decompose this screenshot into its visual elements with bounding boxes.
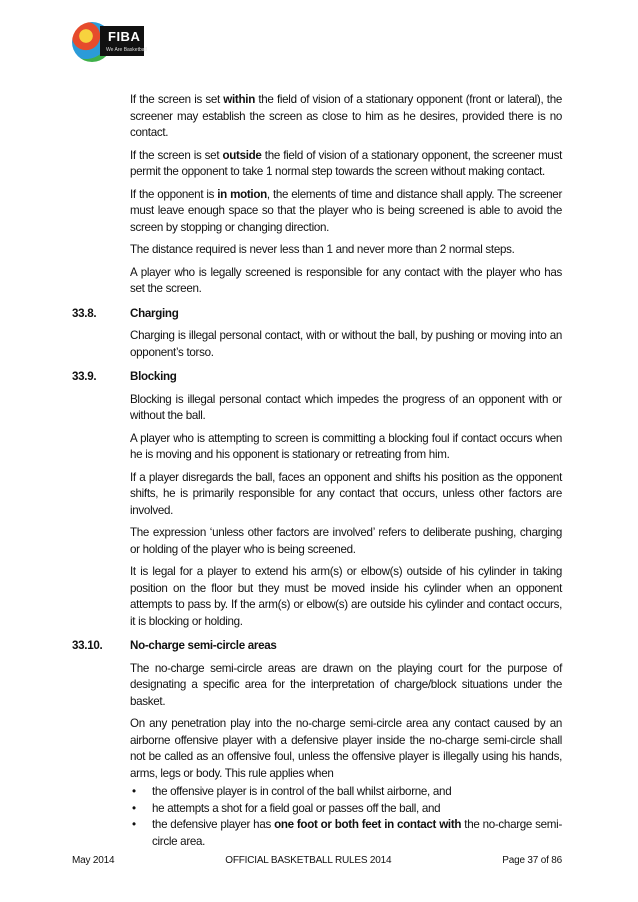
section-heading-33-9 xyxy=(72,369,562,386)
paragraph: If the opponent is in motion, the elements of time and distance shall apply. The screener must leave enough space so that the player who is being screened is able to avoid the screen by stopping or changing direction. xyxy=(130,187,562,234)
paragraph: If a player disregards the ball, faces an opponent and shifts his position as the opponent shifts, he is primarily responsible for any contact that occurs, unless other factors are involved. xyxy=(130,470,562,517)
list-item: • the offensive player is in control of the ball whilst airborne, and xyxy=(130,784,562,801)
section-heading-33-10 xyxy=(72,638,562,655)
paragraph: A player who is attempting to screen is committing a blocking foul if contact occurs when he is moving and his opponent is stationary or retreating from him. xyxy=(130,431,562,461)
footer-date: May 2014 xyxy=(72,855,115,866)
fiba-logo xyxy=(72,22,147,66)
paragraph: The expression ‘unless other factors are involved’ refers to deliberate pushing, charging or holding of the player who is being screened. xyxy=(130,526,562,556)
paragraph: The no-charge semi-circle areas are drawn on the playing court for the purpose of designating a specific area for the interpretation of charge/block situations under the basket. xyxy=(130,661,562,708)
footer-title: OFFICIAL BASKETBALL RULES 2014 xyxy=(225,855,392,866)
section-number: 33.8. xyxy=(72,306,97,320)
section-title: Charging xyxy=(130,306,179,320)
section-number: 33.9. xyxy=(72,370,97,383)
paragraph: The distance required is never less than 1 and never more than 2 normal steps. xyxy=(130,243,515,256)
section-title: No-charge semi-circle areas xyxy=(130,639,277,652)
section-heading-33-8 xyxy=(72,306,562,323)
paragraph: On any penetration play into the no-charge semi-circle area any contact caused by an airborne offensive player with a defensive player inside the no-charge semi-circle shall not be called as an offensive foul, unless the offensive player is illegally using his hands, arms, legs or body. This rule applies when xyxy=(130,717,562,780)
paragraph: Blocking is illegal personal contact which impedes the progress of an opponent with or without the ball. xyxy=(130,392,562,422)
paragraph: It is legal for a player to extend his arm(s) or elbow(s) outside of his cylinder in taking position on the floor but they must be moved inside his cylinder when an opponent attempts to pass by. If the arm(s) or elbow(s) are outside his cylinder and contact occurs, it is blocking or holding. xyxy=(130,565,562,628)
logo-tagline: We Are Basketball xyxy=(106,47,147,53)
paragraph: If the screen is set within the field of vision of a stationary opponent (front or lateral), the screener may establish the screen as close to him as he desires, provided there is no contact. xyxy=(130,93,562,139)
logo-wordmark: FIBA xyxy=(108,29,141,44)
section-number: 33.10. xyxy=(72,639,103,652)
paragraph: Charging is illegal personal contact, with or without the ball, by pushing or moving into an opponent’s torso. xyxy=(130,329,562,359)
page-footer xyxy=(72,855,562,866)
paragraph: If the screen is set outside the field of vision of a stationary opponent, the screener must permit the opponent to take 1 normal step towards the screen without making contact. xyxy=(130,148,562,178)
page-content xyxy=(72,92,562,850)
list-item: • the defensive player has one foot or both feet in contact with the no-charge semi-circle area. xyxy=(130,817,562,850)
section-title: Blocking xyxy=(130,370,177,383)
footer-page-number: Page 37 of 86 xyxy=(502,855,562,866)
paragraph: A player who is legally screened is responsible for any contact with the player who has set the screen. xyxy=(130,265,562,295)
bullet-list xyxy=(130,784,562,850)
logo-wordmark-box xyxy=(100,26,147,56)
list-item: • he attempts a shot for a field goal or passes off the ball, and xyxy=(130,801,562,818)
